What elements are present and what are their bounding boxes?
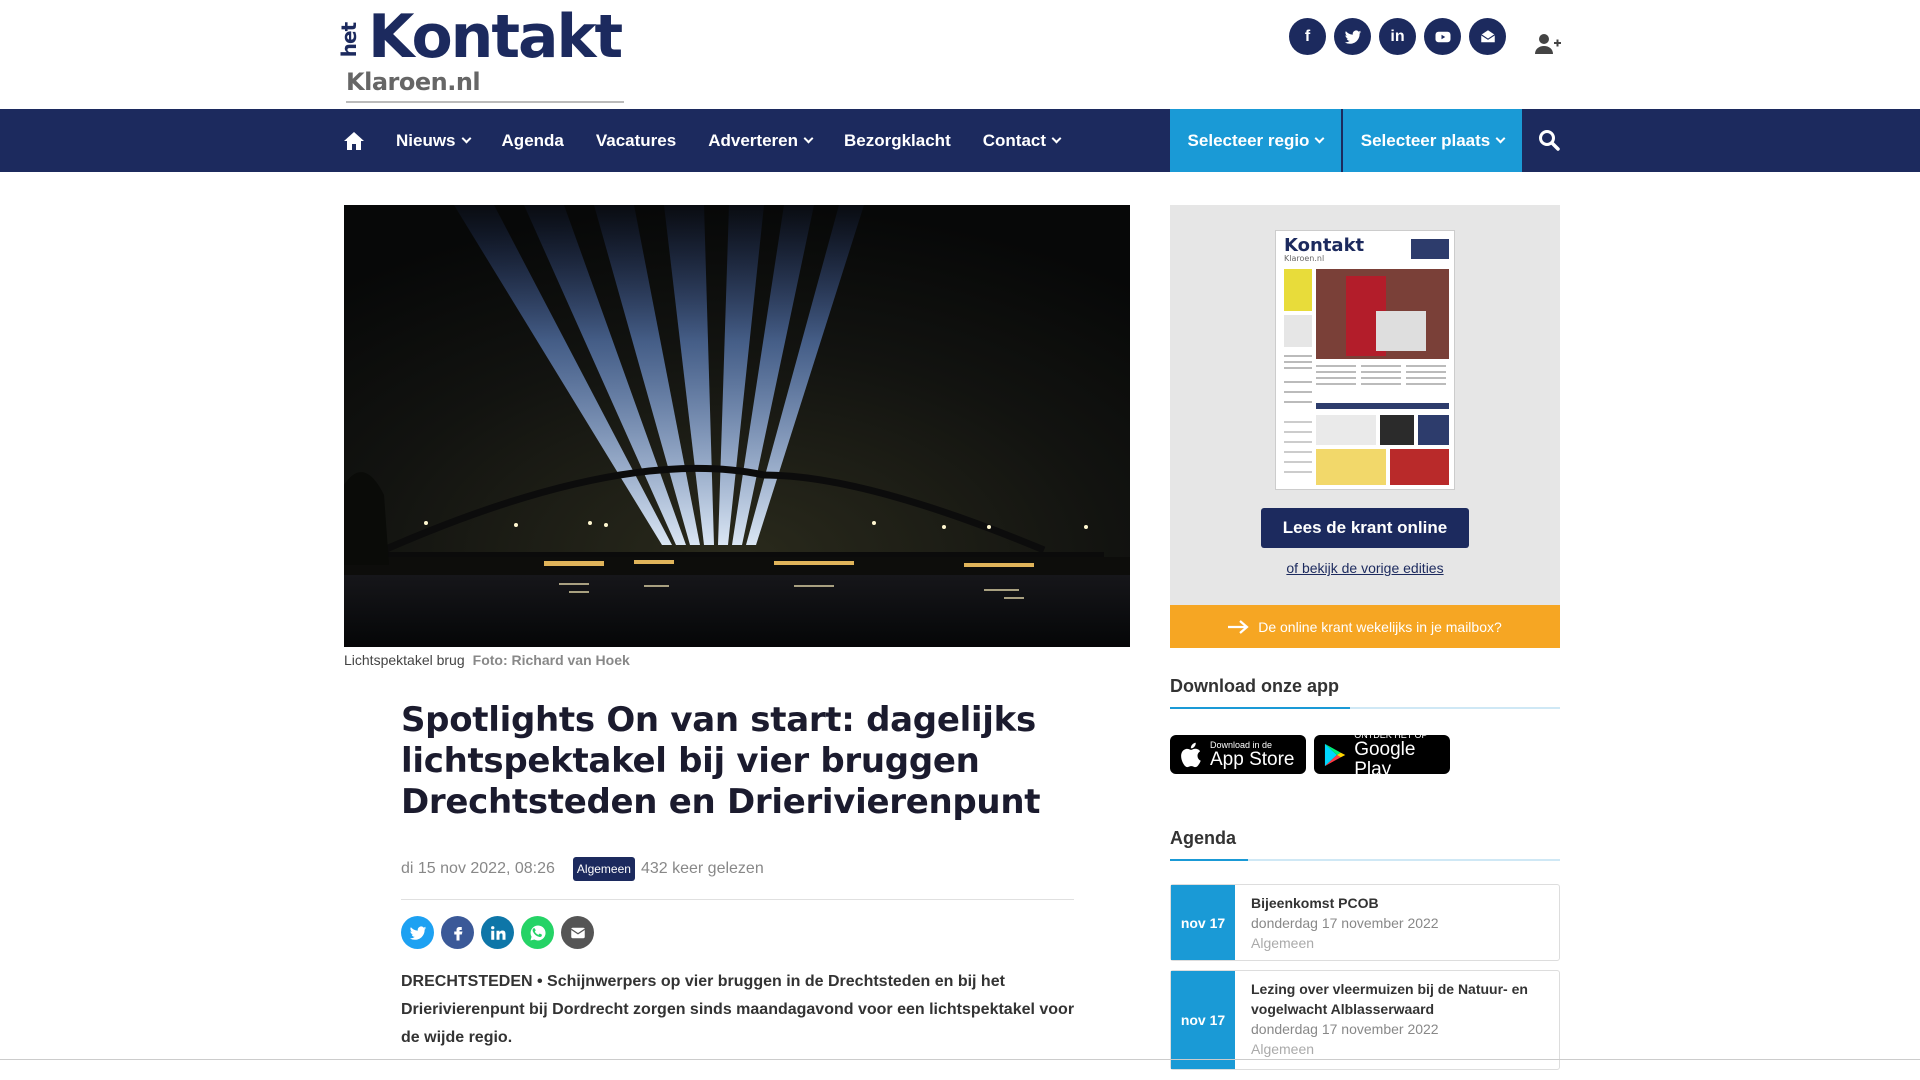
agenda-title: Lezing over vleermuizen bij de Natuur- en vogelwacht Alblasserwaard <box>1251 981 1528 1017</box>
heading-underline <box>1170 707 1560 709</box>
newspaper-box <box>1170 205 1560 605</box>
select-plaats[interactable]: Selecteer plaats <box>1343 109 1522 172</box>
agenda-title: Bijeenkomst PCOB <box>1251 895 1379 911</box>
nav-adverteren[interactable]: Adverteren <box>708 131 812 151</box>
article-hero-image <box>344 205 1130 647</box>
share-buttons <box>401 916 594 949</box>
app-heading: Download onze app <box>1170 676 1339 696</box>
chevron-down-icon <box>1315 134 1325 144</box>
chevron-down-icon <box>804 134 814 144</box>
googleplay-small: ONTDEK HET OP <box>1354 729 1428 740</box>
svg-text:Kontakt: Kontakt <box>1284 235 1365 256</box>
home-icon[interactable] <box>343 131 365 151</box>
caption-text: Lichtspektakel brug <box>344 652 465 668</box>
social-links <box>1289 18 1506 55</box>
agenda-when: donderdag 17 november 2022 <box>1251 915 1439 931</box>
nav-bezorgklacht[interactable]: Bezorgklacht <box>843 130 951 150</box>
article-lead: DRECHTSTEDEN • Schijnwerpers op vier bruggen in de Drechtsteden en bij het Drierivierenpunt bij Dordrecht zorgen sinds maandagavond voor een lichtspektakel voor de wijde regio. <box>401 973 1075 1046</box>
site-header <box>0 0 1920 109</box>
agenda-item[interactable] <box>1170 884 1560 961</box>
article-date: di 15 nov 2022, 08:26 <box>401 860 555 877</box>
appstore-big: App Store <box>1210 748 1295 770</box>
agenda-category: Algemeen <box>1251 935 1315 951</box>
mailbox-banner[interactable] <box>1170 605 1560 648</box>
main-nav <box>0 109 1920 172</box>
nav-contact[interactable]: Contact <box>983 131 1060 151</box>
google-play-button[interactable] <box>1314 729 1450 780</box>
photo-credit: Foto: Richard van Hoek <box>472 652 630 668</box>
divider <box>401 899 1074 900</box>
agenda-date-badge: nov 17 <box>1171 885 1235 960</box>
previous-editions-link[interactable]: of bekijk de vorige edities <box>1286 560 1444 576</box>
apple-icon <box>1180 742 1202 768</box>
agenda-item[interactable] <box>1170 970 1560 1070</box>
nav-agenda[interactable]: Agenda <box>501 130 564 150</box>
read-paper-button[interactable]: Lees de krant online <box>1261 508 1469 548</box>
twitter-icon[interactable] <box>1334 18 1371 55</box>
nav-nieuws[interactable]: Nieuws <box>396 131 470 151</box>
site-logo[interactable] <box>337 2 626 106</box>
search-icon[interactable] <box>1538 129 1560 151</box>
google-play-icon <box>1324 742 1346 768</box>
user-add-icon[interactable] <box>1535 32 1561 56</box>
agenda-heading: Agenda <box>1170 828 1237 848</box>
logo-underline <box>346 101 624 103</box>
chevron-down-icon <box>1496 134 1506 144</box>
arrow-right-icon <box>1228 620 1250 634</box>
share-email-icon[interactable] <box>561 916 594 949</box>
share-facebook-icon[interactable] <box>441 916 474 949</box>
agenda-when: donderdag 17 november 2022 <box>1251 1021 1439 1037</box>
logo-site: Klaroen.nl <box>346 68 481 96</box>
article-meta <box>401 857 764 881</box>
app-store-button[interactable] <box>1170 735 1306 774</box>
page-bottom-edge <box>0 1059 1920 1060</box>
heading-underline <box>1170 859 1560 861</box>
youtube-icon[interactable] <box>1424 18 1461 55</box>
chevron-down-icon <box>1052 134 1062 144</box>
mailbox-text: De online krant wekelijks in je mailbox? <box>1258 618 1502 635</box>
envelope-icon[interactable] <box>1469 18 1506 55</box>
article-title: Spotlights On van start: dagelijks lichtspektakel bij vier bruggen Drechtsteden en Drierivierenpunt <box>401 700 1041 822</box>
googleplay-big: Google Play <box>1354 738 1416 780</box>
facebook-icon[interactable]: f <box>1289 18 1326 55</box>
share-whatsapp-icon[interactable] <box>521 916 554 949</box>
newspaper-thumbnail[interactable] <box>1275 230 1455 490</box>
logo-het: het <box>337 22 362 58</box>
select-regio[interactable]: Selecteer regio <box>1170 109 1341 172</box>
view-count: 432 keer gelezen <box>640 860 764 877</box>
svg-text:Klaroen.nl: Klaroen.nl <box>1284 254 1325 263</box>
nav-vacatures[interactable]: Vacatures <box>595 130 677 150</box>
agenda-date-badge: nov 17 <box>1171 971 1235 1069</box>
logo-name: Kontakt <box>368 2 622 72</box>
category-badge[interactable]: Algemeen <box>573 857 635 881</box>
image-caption <box>344 652 630 668</box>
chevron-down-icon <box>461 134 471 144</box>
appstore-small: Download in de <box>1210 739 1273 750</box>
share-twitter-icon[interactable] <box>401 916 434 949</box>
agenda-category: Algemeen <box>1251 1041 1315 1057</box>
share-linkedin-icon[interactable] <box>481 916 514 949</box>
linkedin-icon[interactable]: in <box>1379 18 1416 55</box>
